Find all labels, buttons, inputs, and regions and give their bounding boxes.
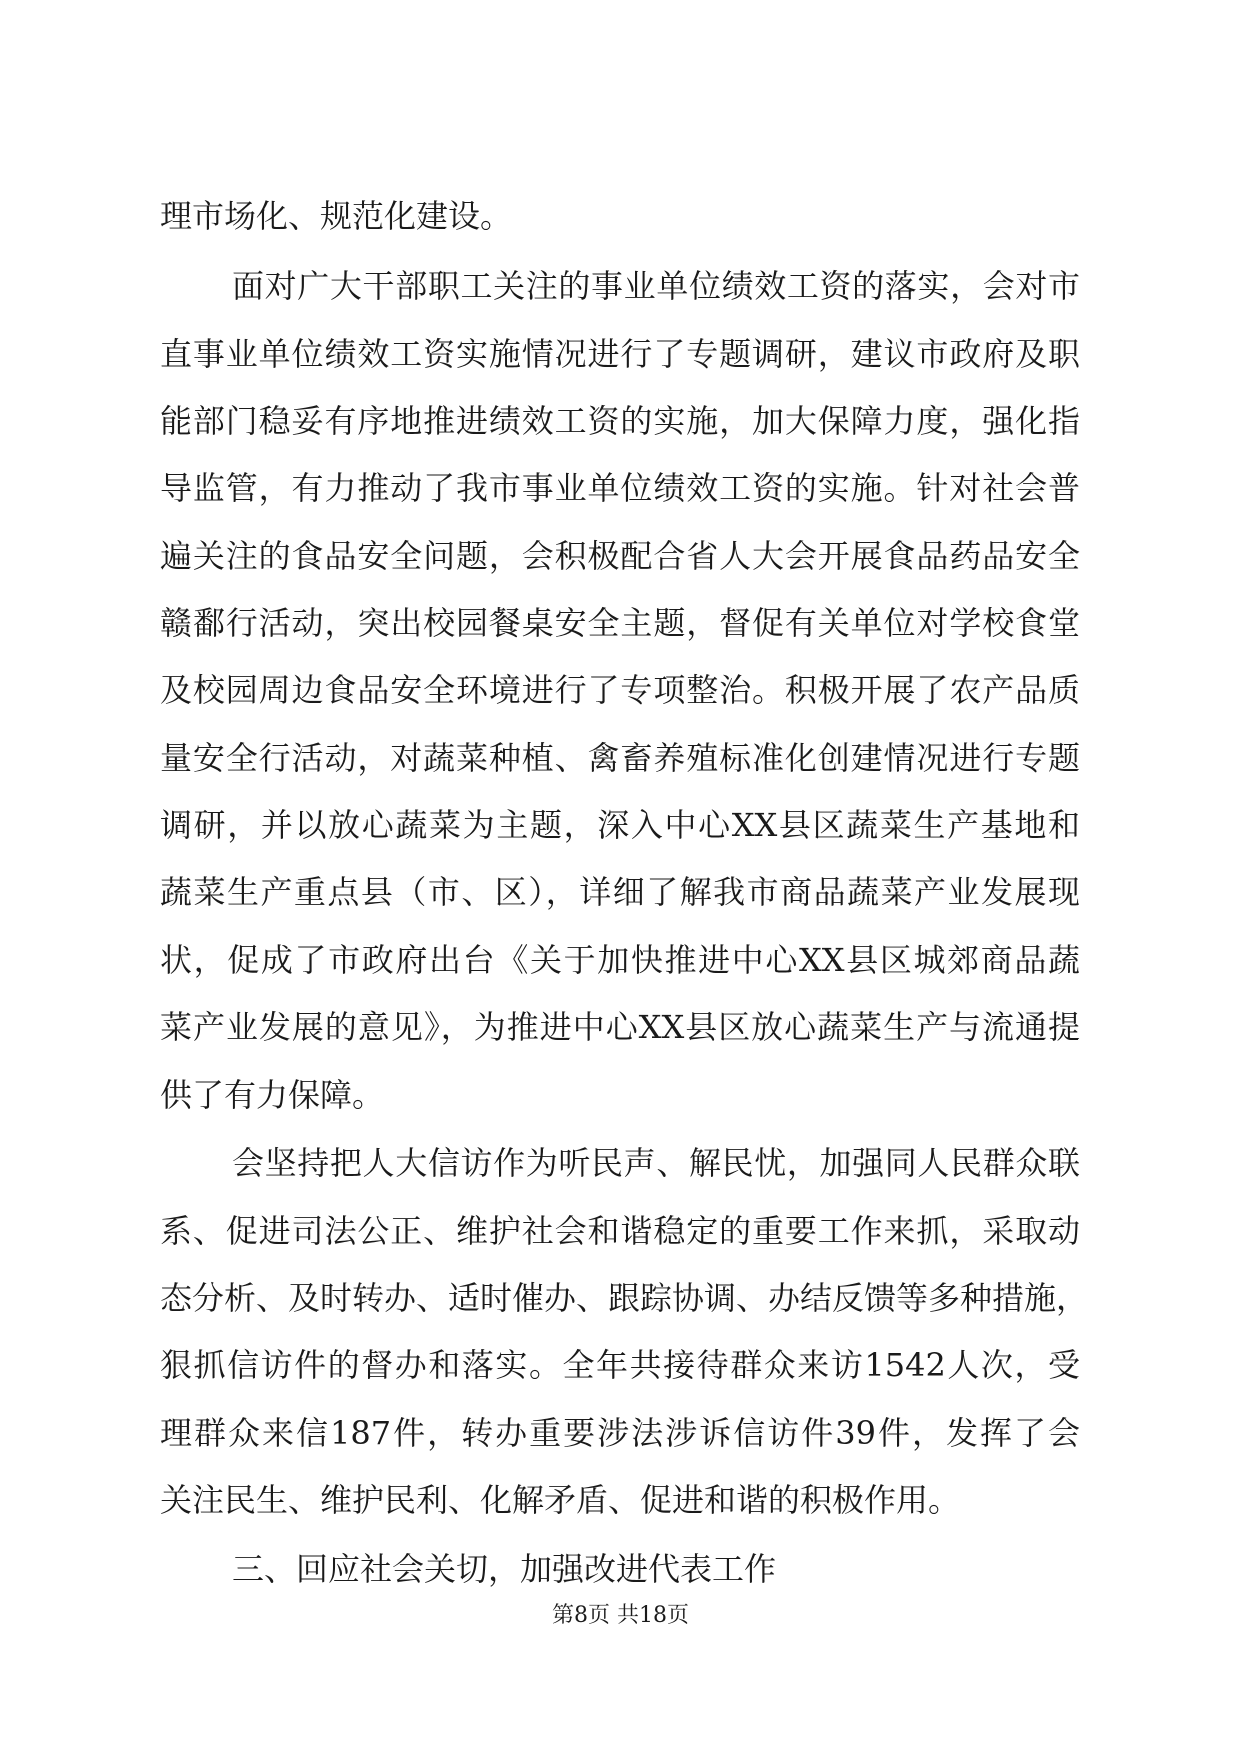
paragraph-line: 遍关注的食品安全问题，会积极配合省人大会开展食品药品安全 (160, 537, 1080, 575)
paragraph-line: 调研，并以放心蔬菜为主题，深入中心XX县区蔬菜生产基地和 (160, 806, 1080, 844)
paragraph-line: 关注民生、维护民利、化解矛盾、促进和谐的积极作用。 (160, 1481, 961, 1519)
section-heading: 三、回应社会关切，加强改进代表工作 (232, 1550, 777, 1588)
paragraph-line: 理群众来信187件，转办重要涉法涉诉信访件39件，发挥了会 (160, 1414, 1080, 1452)
paragraph-line: 狠抓信访件的督办和落实。全年共接待群众来访1542人次，受 (160, 1346, 1080, 1384)
paragraph-line: 导监管，有力推动了我市事业单位绩效工资的实施。针对社会普 (160, 469, 1080, 507)
paragraph-line: 蔬菜生产重点县（市、区），详细了解我市商品蔬菜产业发展现 (160, 873, 1080, 911)
page-number-footer: 第8页 共18页 (552, 1603, 689, 1628)
paragraph-line: 供了有力保障。 (160, 1076, 385, 1114)
paragraph-line: 直事业单位绩效工资实施情况进行了专题调研，建议市政府及职 (160, 335, 1080, 373)
paragraph-line: 面对广大干部职工关注的事业单位绩效工资的落实，会对市 (232, 267, 1080, 305)
paragraph-line: 会坚持把人大信访作为听民声、解民忧，加强同人民群众联 (232, 1144, 1080, 1182)
paragraph-line: 能部门稳妥有序地推进绩效工资的实施，加大保障力度，强化指 (160, 402, 1080, 440)
paragraph-line: 菜产业发展的意见》，为推进中心XX县区放心蔬菜生产与流通提 (160, 1008, 1080, 1046)
paragraph-line: 赣鄱行活动，突出校园餐桌安全主题，督促有关单位对学校食堂 (160, 604, 1080, 642)
paragraph-line: 量安全行活动，对蔬菜种植、禽畜养殖标准化创建情况进行专题 (160, 739, 1080, 777)
paragraph-line: 系、促进司法公正、维护社会和谐稳定的重要工作来抓，采取动 (160, 1212, 1080, 1250)
paragraph-line: 及校园周边食品安全环境进行了专项整治。积极开展了农产品质 (160, 671, 1080, 709)
paragraph-line: 理市场化、规范化建设。 (160, 197, 513, 235)
paragraph-line: 态分析、及时转办、适时催办、跟踪协调、办结反馈等多种措施， (160, 1279, 1089, 1317)
paragraph-line: 状，促成了市政府出台《关于加快推进中心XX县区城郊商品蔬 (160, 941, 1080, 979)
